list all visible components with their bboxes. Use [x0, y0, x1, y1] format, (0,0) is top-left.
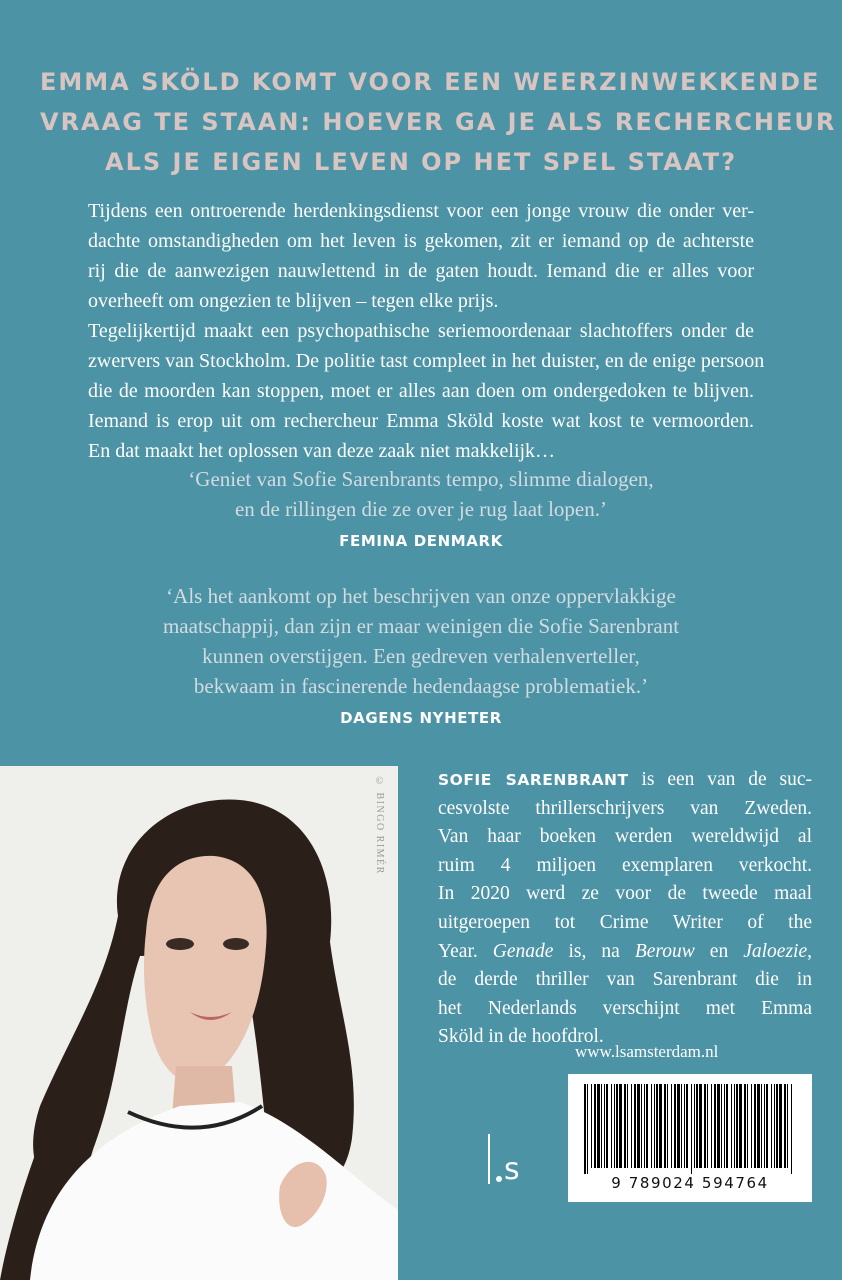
synopsis-line: Tegelijkertijd maakt een psychopathische seriemoordenaar slachtoffers onder de	[88, 320, 754, 342]
barcode-bar	[766, 1084, 768, 1168]
barcode-bar	[627, 1084, 628, 1168]
headline-line: ALS JE EIGEN LEVEN OP HET SPEL STAAT?	[105, 148, 737, 176]
barcode-bar	[724, 1084, 725, 1168]
barcode-bar	[594, 1084, 596, 1168]
barcode-bar	[651, 1084, 652, 1168]
barcode-bar	[591, 1084, 592, 1168]
barcode-bar	[751, 1084, 752, 1168]
synopsis-line: zwervers van Stockholm. De politie tast compleet in het duister, en de enige persoon	[88, 350, 765, 372]
barcode-bar	[659, 1084, 662, 1168]
barcode-bar	[747, 1084, 748, 1168]
barcode-bar	[631, 1084, 632, 1168]
barcode-bar	[691, 1084, 692, 1174]
barcode-bar	[734, 1084, 735, 1168]
synopsis	[88, 196, 765, 466]
barcode-bar	[606, 1084, 608, 1168]
logo-bar	[488, 1134, 490, 1184]
barcode-bar	[584, 1084, 586, 1174]
logo-letter: s	[504, 1152, 520, 1187]
synopsis-line: overheeft om ongezien te blijven – tegen elke prijs.	[88, 290, 499, 312]
publisher-website: www.lsamsterdam.nl	[575, 1042, 719, 1061]
barcode-bar	[654, 1084, 655, 1168]
barcode-bar	[707, 1084, 708, 1168]
bio-line: het Nederlands verschijnt met Emma	[438, 997, 812, 1019]
quote-line: ‘Geniet van Sofie Sarenbrants tempo, slimme dialogen,	[188, 467, 654, 491]
barcode-bar	[587, 1084, 588, 1174]
bio-text: is, na	[553, 940, 635, 962]
barcode-bar	[739, 1084, 742, 1168]
barcode-bar	[664, 1084, 666, 1168]
barcode-bar	[764, 1084, 765, 1168]
barcode-bar	[646, 1084, 648, 1168]
quote-line: ‘Als het aankomt op het beschrijven van onze oppervlakkige	[166, 584, 676, 608]
quote-line: en de rillingen die ze over je rug laat lopen.’	[234, 497, 607, 521]
barcode-bar	[616, 1084, 618, 1168]
barcode-bar	[774, 1084, 775, 1168]
cover-headline	[40, 62, 837, 182]
barcode-bar	[674, 1084, 676, 1168]
barcode-bar	[771, 1084, 772, 1168]
synopsis-line: dachte omstandigheden om het leven is gekomen, zit er iemand op de achterste	[88, 230, 754, 252]
barcode-bar	[699, 1084, 702, 1168]
isbn-number: 9 789024 594764	[611, 1174, 769, 1192]
barcode-bar	[726, 1084, 728, 1168]
barcode-bar	[776, 1084, 778, 1168]
barcode-bar	[611, 1084, 612, 1168]
synopsis-line: Tijdens een ontroerende herdenkingsdienst voor een jonge vrouw die onder ver-	[88, 200, 754, 222]
barcode-bar	[711, 1084, 712, 1168]
barcode-bar	[787, 1084, 788, 1168]
review-quote-dagens-nyheter	[60, 581, 782, 729]
barcode-bar	[757, 1084, 760, 1168]
barcode-bar	[686, 1084, 688, 1168]
bio-line	[438, 938, 812, 967]
barcode-bar	[744, 1084, 746, 1168]
publisher-logo	[480, 1130, 540, 1190]
barcode-bar	[641, 1084, 642, 1168]
barcode-bar	[754, 1084, 756, 1168]
bio-text: is een van de suc-	[628, 769, 812, 790]
book-title: Jaloezie	[743, 940, 808, 962]
barcode-bar	[656, 1084, 658, 1168]
barcode-bar	[761, 1084, 762, 1168]
book-title: Genade	[492, 940, 554, 962]
quote-source: DAGENS NYHETER	[340, 709, 502, 727]
bio-line: ruim 4 miljoen exemplaren verkocht.	[438, 854, 812, 876]
barcode-bar	[696, 1084, 698, 1168]
barcode-bar	[619, 1084, 622, 1168]
book-title: Berouw	[634, 940, 695, 962]
barcode-bar	[714, 1084, 716, 1168]
synopsis-line: rij die de aanwezigen nauwlettend in de gaten houdt. Iemand die er alles voor	[88, 260, 754, 282]
isbn-barcode	[568, 1074, 812, 1202]
barcode-bar	[721, 1084, 722, 1168]
quote-line: maatschappij, dan zijn er maar weinigen die Sofie Sarenbrant	[162, 614, 680, 638]
barcode-bar	[731, 1084, 732, 1168]
barcode-bar	[684, 1084, 685, 1168]
barcode-bar	[614, 1084, 615, 1168]
headline-line: VRAAG TE STAAN: HOEVER GA JE ALS RECHERCHEUR	[40, 108, 837, 136]
barcode-bar	[736, 1084, 738, 1168]
barcode-bar	[624, 1084, 626, 1168]
barcode-bar	[779, 1084, 782, 1168]
logo-dot	[496, 1176, 502, 1182]
barcode-bar	[717, 1084, 720, 1168]
synopsis-line: die de moorden kan stoppen, moet er alles aan doen om ondergedoken te blijven.	[88, 380, 754, 402]
barcode-bar	[671, 1084, 672, 1168]
photo-credit: © BINGO RIMÉR	[374, 776, 385, 875]
bio-line: cesvolste thrillerschrijvers van Zweden.	[438, 797, 812, 819]
bio-text: ,	[807, 940, 812, 962]
barcode-bar	[634, 1084, 636, 1168]
barcode-bar	[681, 1084, 682, 1168]
barcode-bar	[791, 1084, 792, 1174]
bio-line: de derde thriller van Sarenbrant die in	[438, 969, 812, 991]
bio-line: Van haar boeken werden wereldwijd al	[438, 826, 812, 848]
bio-line: In 2020 werd ze voor de tweede maal	[438, 883, 812, 905]
quote-line: kunnen overstijgen. Een gedreven verhalenverteller,	[202, 644, 640, 668]
author-photo	[0, 766, 398, 1280]
bio-text: en	[694, 940, 744, 962]
bio-line	[438, 766, 812, 795]
bio-text: Year.	[438, 940, 478, 962]
author-name: SOFIE SARENBRANT	[438, 771, 629, 789]
barcode-bar	[704, 1084, 706, 1168]
headline-line: EMMA SKÖLD KOMT VOOR EEN WEERZINWEKKENDE	[40, 68, 821, 96]
barcode-bar	[677, 1084, 680, 1168]
review-quote-femina	[60, 464, 782, 552]
bio-line: uitgeroepen tot Crime Writer of the	[438, 911, 812, 933]
barcode-bar	[644, 1084, 645, 1168]
barcode-bar	[784, 1084, 786, 1168]
barcode-bar	[637, 1084, 640, 1168]
barcode-bar	[667, 1084, 668, 1168]
barcode-bar	[597, 1084, 600, 1168]
barcode-bar	[694, 1084, 695, 1168]
synopsis-line: En dat maakt het oplossen van deze zaak niet makkelijk…	[88, 440, 556, 462]
barcode-bars	[584, 1084, 796, 1174]
quote-source: FEMINA DENMARK	[339, 532, 503, 550]
author-bio	[438, 766, 812, 1052]
bio-line: Sköld in de hoofdrol.	[438, 1026, 604, 1048]
barcode-bar	[604, 1084, 605, 1168]
synopsis-line: Iemand is erop uit om rechercheur Emma Sköld koste wat kost te vermoorden.	[88, 410, 754, 432]
barcode-bar	[601, 1084, 602, 1168]
quote-line: bekwaam in fascinerende hedendaagse problematiek.’	[193, 674, 649, 698]
